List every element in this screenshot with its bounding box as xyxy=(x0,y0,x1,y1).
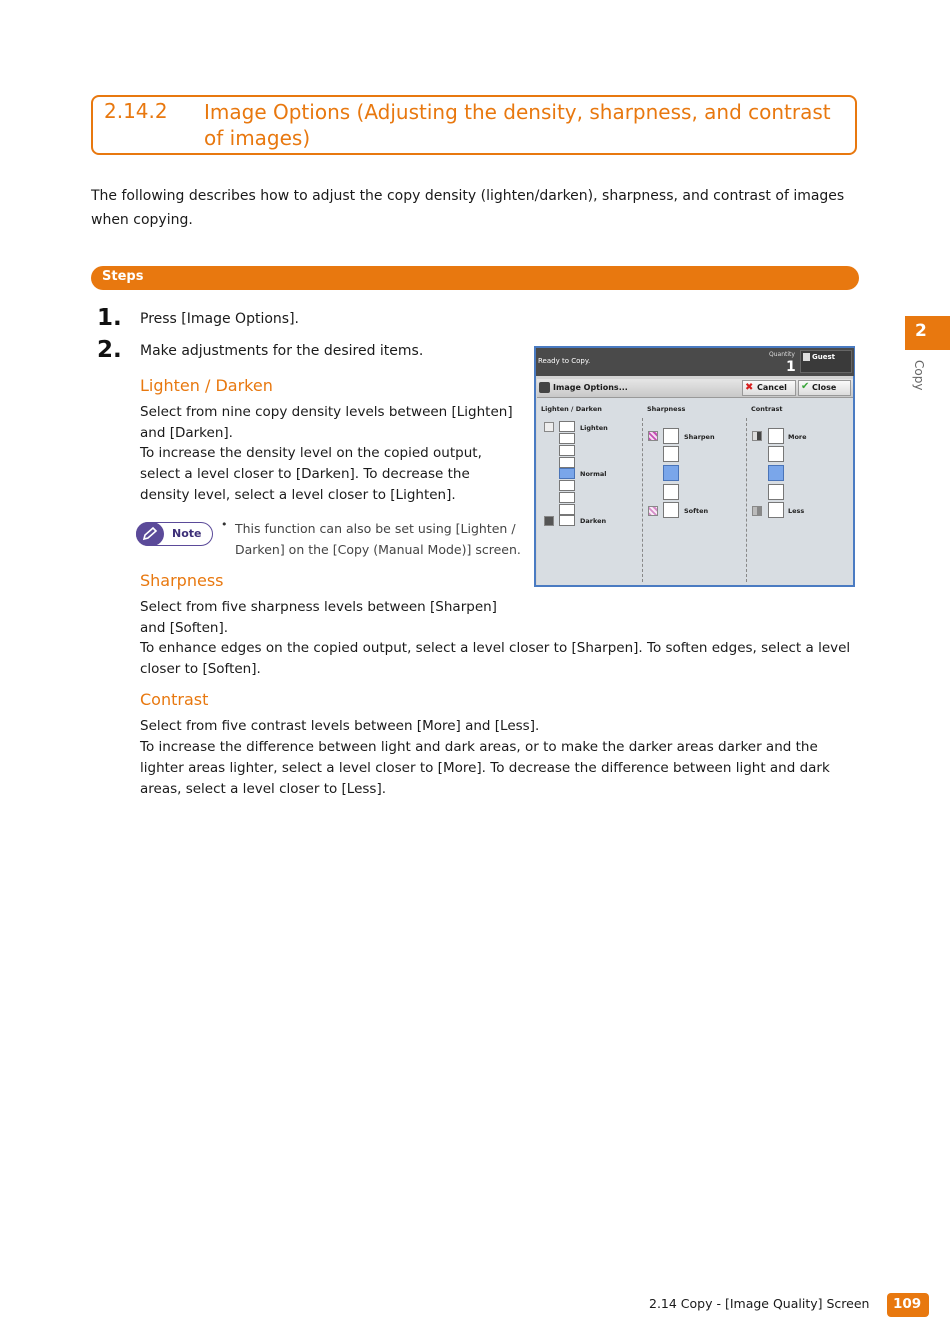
lighten-darken-para-2: To increase the density level on the copied output, select a level closer to [Darken]. To decrease the density level, select a level closer to [Lighten]. xyxy=(140,445,482,503)
contrast-level-box[interactable] xyxy=(768,446,784,462)
sharpness-col-title: Sharpness xyxy=(647,405,686,413)
sharpness-level-box[interactable] xyxy=(663,484,679,500)
contrast-heading: Contrast xyxy=(140,690,209,709)
step-2-number: 2. xyxy=(97,337,122,363)
sharpen-label: Sharpen xyxy=(684,433,715,441)
contrast-level-box[interactable] xyxy=(768,484,784,500)
more-contrast-icon xyxy=(752,431,762,441)
footer-section-title: 2.14 Copy - [Image Quality] Screen xyxy=(649,1296,870,1311)
lighten-level-box[interactable] xyxy=(559,480,575,491)
lighten-level-box[interactable] xyxy=(559,457,575,468)
lighten-mid-label: Normal xyxy=(580,470,607,478)
contrast-level-box[interactable] xyxy=(768,502,784,518)
quantity-label: Quantity xyxy=(769,351,795,358)
page-number: 109 xyxy=(893,1296,922,1312)
note-label: Note xyxy=(172,527,202,540)
sharpness-para-2: To enhance edges on the copied output, select a level closer to [Sharpen]. To soften edges, select a level closer to [Soften]. xyxy=(140,640,851,677)
more-label: More xyxy=(788,433,807,441)
note-text: This function can also be set using [Lighten / Darken] on the [Copy (Manual Mode)] screen. xyxy=(235,521,521,557)
chapter-tab xyxy=(905,316,950,350)
ready-status: Ready to Copy. xyxy=(538,357,591,365)
steps-bar xyxy=(91,266,859,290)
contrast-level-box-selected[interactable] xyxy=(768,465,784,481)
darken-swatch-icon xyxy=(544,516,554,526)
checkmark-icon: ✔ xyxy=(801,381,810,392)
intro-paragraph: The following describes how to adjust the copy density (lighten/darken), sharpness, and contrast of images when copying. xyxy=(91,188,845,228)
column-divider xyxy=(642,418,643,582)
steps-label: Steps xyxy=(102,269,144,284)
step-1-text: Press [Image Options]. xyxy=(140,311,299,327)
chapter-number: 2 xyxy=(915,321,927,341)
sharpness-level-box[interactable] xyxy=(663,446,679,462)
sharpness-heading: Sharpness xyxy=(140,571,224,590)
cancel-label: Cancel xyxy=(757,383,787,392)
lighten-darken-col-title: Lighten / Darken xyxy=(541,405,602,413)
step-2-text: Make adjustments for the desired items. xyxy=(140,343,424,359)
sharpness-level-box[interactable] xyxy=(663,428,679,444)
contrast-col-title: Contrast xyxy=(751,405,783,413)
lighten-level-box-selected[interactable] xyxy=(559,468,575,479)
lighten-level-box[interactable] xyxy=(559,515,575,526)
column-divider xyxy=(746,418,747,582)
sharpness-para-1: Select from five sharpness levels between [Sharpen] and [Soften]. xyxy=(140,599,497,636)
lighten-top-label: Lighten xyxy=(580,424,608,432)
cancel-x-icon: ✖ xyxy=(745,382,754,393)
guest-label: Guest xyxy=(812,353,835,361)
section-number: 2.14.2 xyxy=(104,99,168,123)
lighten-darken-para-1: Select from nine copy density levels between [Lighten] and [Darken]. xyxy=(140,404,513,441)
contrast-level-box[interactable] xyxy=(768,428,784,444)
lighten-level-box[interactable] xyxy=(559,504,575,515)
sharpen-swatch-icon xyxy=(648,431,658,441)
pencil-icon xyxy=(136,522,164,546)
sharpness-level-box-selected[interactable] xyxy=(663,465,679,481)
section-title: Image Options (Adjusting the density, sharpness, and contrast of images) xyxy=(204,100,831,150)
contrast-para-1: Select from five contrast levels between [More] and [Less]. xyxy=(140,718,540,734)
lighten-darken-heading: Lighten / Darken xyxy=(140,376,273,395)
quantity-value: 1 xyxy=(786,359,796,375)
soften-swatch-icon xyxy=(648,506,658,516)
screen-title: Image Options... xyxy=(553,383,628,392)
soften-label: Soften xyxy=(684,507,709,515)
lighten-level-box[interactable] xyxy=(559,492,575,503)
close-label: Close xyxy=(812,383,837,392)
lighten-swatch-icon xyxy=(544,422,554,432)
chapter-label: Copy xyxy=(912,360,926,391)
lighten-bottom-label: Darken xyxy=(580,517,607,525)
note-bullet: • xyxy=(221,518,228,531)
image-options-icon xyxy=(539,382,550,393)
step-1-number: 1. xyxy=(97,305,122,331)
sharpness-level-box[interactable] xyxy=(663,502,679,518)
lighten-level-box[interactable] xyxy=(559,421,575,432)
lighten-level-box[interactable] xyxy=(559,433,575,444)
lighten-level-box[interactable] xyxy=(559,445,575,456)
lock-icon xyxy=(803,353,810,361)
less-contrast-icon xyxy=(752,506,762,516)
contrast-para-2: To increase the difference between light and dark areas, or to make the darker areas darker and the lighter areas lighter, select a level closer to [More]. To decrease the difference between light and dark areas, select a level closer to [Less]. xyxy=(140,739,830,797)
less-label: Less xyxy=(788,507,805,515)
